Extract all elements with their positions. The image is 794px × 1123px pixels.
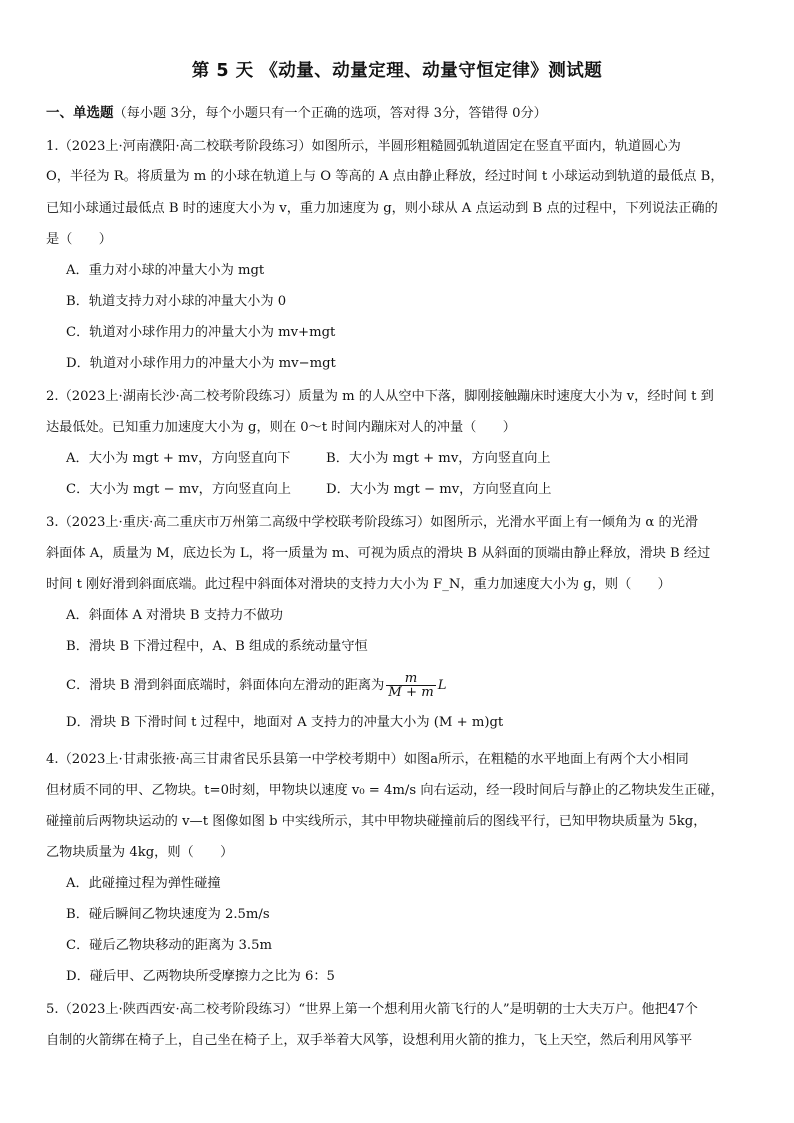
question-3-line-3: 时间 t 刚好滑到斜面底端。此过程中斜面体对滑块的支持力大小为 F_N，重力加速度大小为 g，则（ ） [46, 577, 671, 592]
question-2-option-d: D．大小为 mgt − mv，方向竖直向上 [326, 482, 552, 497]
question-1-option-d: D．轨道对小球作用力的冲量大小为 mv−mgt [66, 356, 336, 371]
question-3-option-c-text: C．滑块 B 滑到斜面底端时，斜面体向左滑动的距离为 [66, 678, 385, 693]
question-3-option-a: A．斜面体 A 对滑块 B 支持力不做功 [66, 608, 283, 623]
question-2-option-a: A．大小为 mgt + mv，方向竖直向下 [66, 451, 291, 466]
question-1-line-4: 是（ ） [46, 232, 112, 247]
question-3-option-b: B．滑块 B 下滑过程中，A、B 组成的系统动量守恒 [66, 639, 368, 654]
question-3-line-2: 斜面体 A，质量为 M，底边长为 L，将一质量为 m、可视为质点的滑块 B 从斜面的顶端由静止释放，滑块 B 经过 [46, 546, 711, 561]
section-note: （每小题 3分，每个小题只有一个正确的选项，答对得 3分，答错得 0分） [113, 106, 547, 121]
question-2-option-b: B．大小为 mgt + mv，方向竖直向上 [326, 451, 551, 466]
question-1-line-3: 已知小球通过最低点 B 时的速度大小为 v，重力加速度为 g，则小球从 A 点运动到 B 点的过程中，下列说法正确的 [46, 201, 718, 216]
question-4-option-b: B．碰后瞬间乙物块速度为 2.5m/s [66, 907, 270, 922]
question-4-option-d: D．碰后甲、乙两物块所受摩擦力之比为 6：5 [66, 969, 335, 984]
question-3-line-1: 3.（2023上·重庆·高二重庆市万州第二高级中学校联考阶段练习）如图所示，光滑水平面上有一倾角为 α 的光滑 [46, 515, 699, 530]
fraction-denominator: M + m [388, 685, 434, 700]
question-2-line-2: 达最低处。已知重力加速度大小为 g，则在 0～t 时间内蹦床对人的冲量（ ） [46, 420, 516, 435]
question-4-option-c: C．碰后乙物块移动的距离为 3.5m [66, 938, 273, 953]
question-4-line-2: 但材质不同的甲、乙物块。t=0时刻，甲物块以速度 v₀ = 4m/s 向右运动，经一段时间后与静止的乙物块发生正碰， [46, 783, 724, 798]
question-1-line-2: O，半径为 R。将质量为 m 的小球在轨道上与 O 等高的 A 点由静止释放，经过时间 t 小球运动到轨道的最低点 B， [46, 169, 724, 184]
fraction-tail: L [437, 678, 447, 693]
question-3-option-c [66, 672, 447, 699]
question-3-option-d: D．滑块 B 下滑时间 t 过程中，地面对 A 支持力的冲量大小为 (M + m)gt [66, 715, 504, 730]
question-5-line-2: 自制的火箭绑在椅子上，自己坐在椅子上，双手举着大风筝，设想利用火箭的推力，飞上天空，然后利用风筝平 [46, 1033, 693, 1048]
question-4-option-a: A．此碰撞过程为弹性碰撞 [66, 876, 221, 891]
question-2-line-1: 2.（2023上·湖南长沙·高二校考阶段练习）质量为 m 的人从空中下落，脚刚接触蹦床时速度大小为 v，经时间 t 到 [46, 389, 714, 404]
question-1-option-b: B．轨道支持力对小球的冲量大小为 0 [66, 294, 287, 309]
page-title: 第 5 天 《动量、动量定理、动量守恒定律》测试题 [191, 61, 603, 81]
distance-fraction [386, 672, 435, 699]
question-1-option-c: C．轨道对小球作用力的冲量大小为 mv+mgt [66, 325, 336, 340]
section-heading [46, 101, 766, 121]
question-5-line-1: 5.（2023上·陕西西安·高二校考阶段练习）“世界上第一个想利用火箭飞行的人”是明朝的士大夫万户。他把47个 [46, 1002, 698, 1017]
question-4-line-3: 碰撞前后两物块运动的 v—t 图像如图 b 中实线所示，其中甲物块碰撞前后的图线平行，已知甲物块质量为 5kg， [46, 814, 707, 829]
question-2-option-c: C．大小为 mgt − mv，方向竖直向上 [66, 482, 291, 497]
question-4-line-1: 4.（2023上·甘肃张掖·高三甘肃省民乐县第一中学校考期中）如图a所示，在粗糙的水平地面上有两个大小相同 [46, 752, 689, 767]
fraction-numerator: m [386, 672, 435, 686]
question-4-line-4: 乙物块质量为 4kg，则（ ） [46, 845, 234, 860]
question-1-line-1: 1.（2023上·河南濮阳·高二校联考阶段练习）如图所示，半圆形粗糙圆弧轨道固定在竖直平面内，轨道圆心为 [46, 139, 681, 154]
section-title: 一、单选题 [46, 105, 114, 121]
question-1-option-a: A．重力对小球的冲量大小为 mgt [66, 263, 265, 278]
